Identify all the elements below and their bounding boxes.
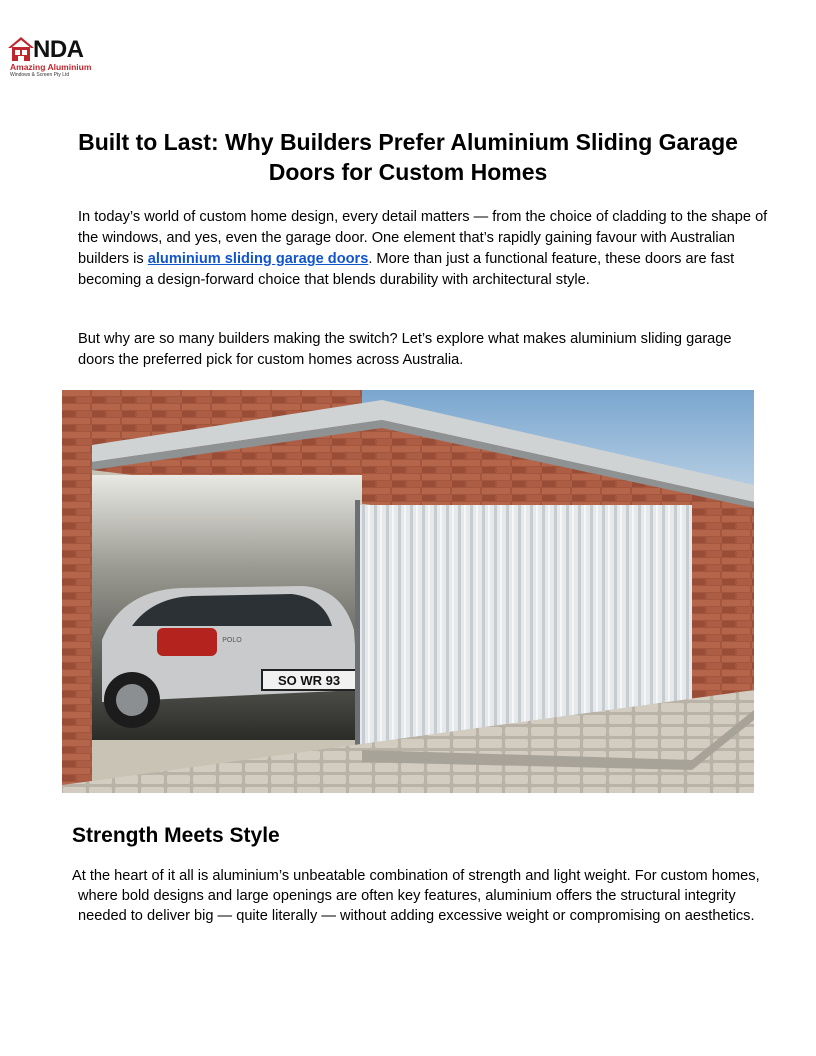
intro-text-start: In today’s world of custom home design, every detail matters — from the choice of cladding to the shape of the windows, and yes, even the garage door. One element that’s rapidly gaining favour with Australian builders is <box>78 209 768 267</box>
article-title: Built to Last: Why Builders Prefer Aluminium Sliding Garage Doors for Custom Homes <box>78 129 738 185</box>
paragraph-2: But why are so many builders making the switch? Let’s explore what makes aluminium sliding garage doors the preferred pick for custom homes across Australia. <box>78 331 732 368</box>
intro-text-end: . More than just a functional feature, these doors are fast becoming a design-forward choice that blends durability with architectural style. <box>78 251 735 288</box>
license-plate: SO WR 93 <box>277 673 341 688</box>
car-badge: POLO <box>222 637 242 644</box>
intro-paragraph <box>78 207 768 291</box>
logo-subtagline: Windows & Screen Pty Ltd <box>10 72 70 78</box>
garage-door-photo <box>62 390 754 793</box>
section-heading-strength-meets-style: Strength Meets Style <box>72 824 280 847</box>
logo-tagline: Amazing Aluminium <box>10 62 92 72</box>
house-icon <box>6 34 36 64</box>
logo-wordmark: NDA <box>33 36 84 63</box>
company-logo <box>6 34 96 84</box>
aluminium-sliding-garage-doors-link[interactable]: aluminium sliding garage doors <box>147 251 369 267</box>
section-body: At the heart of it all is aluminium’s unbeatable combination of strength and light weight. For custom homes, where bold designs and large openings are often key features, aluminium offers the structural integrity needed to deliver big — quite literally — without adding excessive weight or compromising on aesthetics. <box>72 868 760 924</box>
